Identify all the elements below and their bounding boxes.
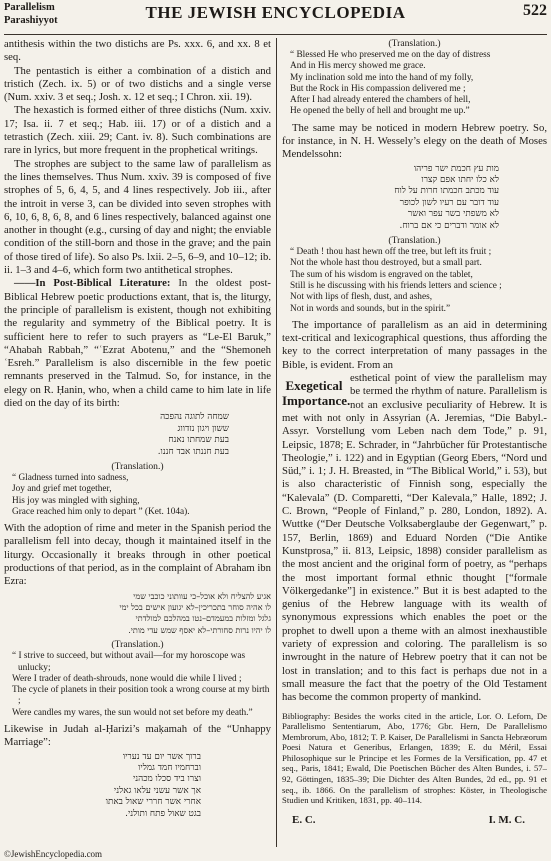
hebrew-line: עוד דובר עם רעיו לשון לכופר — [399, 197, 499, 208]
bibliography: Bibliography: Besides the works cited in the article, Lor. O. Leforn, De Parallelismo Sententiarum, Abo, 1776; Gbr. Hern, De Parallelismo Membrorum, Abo, 1812; T. P. Kaiser, De Parallelismi in Sancta Hebræorum Poesi Natura et Generibus, Erlangen, 1839; E. du Méril, Essai Philosophique sur le Principe et les Formes de la Versification, pp. 47 et seq., Paris, 1841; Ewald, Die Poetischen Bücher des Alten Bundes, i. 57–92, Göttingen, 1835–39; Die Dichter des Alten Bundes, 2d ed., pp. 91 et seq., ib. 1866. On the parallelism of strophes: Köster, in Theologische Studien und Kritiken, 1831, pp. 40–114. — [282, 710, 547, 806]
verse-line: He opened the belly of hell and brought me up.” — [290, 106, 470, 117]
translation-label: (Translation.) — [111, 460, 164, 472]
hebrew-line: שמחה לתוגה נהפכה — [160, 412, 229, 423]
hebrew-line: בעת שמחתו נאנח — [168, 435, 229, 446]
section-heading: ——In Post-Biblical Literature: — [14, 277, 171, 290]
paragraph — [4, 277, 271, 410]
hebrew-line: לא אומר ודברים כי אם ברוח. — [399, 220, 499, 231]
verse-line: The cycle of planets in their position took a wrong course at my birth ; — [12, 685, 270, 707]
translation-verse — [286, 50, 547, 118]
hebrew-line: וברחמיו חמד גמליו — [138, 763, 201, 774]
left-column — [4, 38, 271, 855]
right-column — [282, 38, 547, 855]
journal-title: THE JEWISH ENCYCLOPEDIA — [145, 3, 406, 22]
hebrew-line: אחרי אשר חררי שאול באתו — [105, 797, 201, 808]
page-number: 522 — [523, 2, 547, 19]
translation-label: (Translation.) — [388, 235, 441, 247]
verse-line: But the Rock in His compassion delivered me ; — [290, 83, 466, 94]
paragraph: The hexastich is formed either of three distichs (Num. xxiv. 17; Isa. ii. 7 et seq.; Hab. iii. 17) or of a distich and a tetrastich (Zech. xiii. 29; Cant. iv. 8). Such combinations are rare in lyrics, but more frequent in the prophetical writings. — [4, 104, 271, 157]
translation-verse — [8, 651, 271, 719]
verse-line: Still is he discussing with his friends letters and science ; — [290, 281, 502, 291]
hebrew-quote — [282, 164, 547, 232]
column-divider — [276, 38, 277, 847]
hebrew-line: בעת חננתו אבד חננו. — [157, 446, 229, 457]
paragraph: The importance of parallelism as an aid in determining text-critical and lexicographical questions, thus affording the key to the correct interpretation of many passages in the Bible, is evident. From an — [282, 318, 547, 371]
hebrew-line: מות עץ חכמת ישר פריהו — [413, 163, 499, 174]
hebrew-line: לו יהיו נרות סחורתי–לא יאסף שמש עדי מותי. — [128, 624, 271, 635]
section-text: In the oldest post-Biblical Hebrew poetic productions extant, that is, the liturgy, the principle of parallelism is existent, though not exhibiting the regularity and symmetry of the Biblical poetry. It is sufficient here to refer to such prayers as “Le-El Baruk,” “Ahabah Rabbah,” “ʿEzrat Abotenu,” and the “Shemoneh ʿEsreh.” Parallelism is also discernible in the few poetic remnants preserved in the Talmud. So, for instance, in the elegy on R. Ḥanin, who, when a child came to him late in life died on the day of its birth: — [4, 277, 271, 410]
signature-left: E. C. — [292, 813, 316, 826]
hebrew-line: לו אהיה סוחר בתכריכין–לא יגועון אישים בכל ימי — [119, 602, 271, 613]
hebrew-line: ברוך אשר יום עד נעריו — [122, 751, 201, 762]
running-head-line1: Parallelism — [4, 2, 55, 13]
verse-line: His joy was mingled with sighing, — [12, 495, 140, 506]
verse-line: My inclination sold me into the hand of my folly, — [290, 72, 474, 83]
hebrew-line: אגיע להצליח ולא אוכל–כי עוותוני כוכבי שמי — [133, 590, 271, 601]
verse-line: After I had already entered the chambers of hell, — [290, 95, 471, 106]
hebrew-line: לא משפתי בשר עפר ואשר — [407, 209, 499, 220]
hebrew-line: ששון ויגון נזדווג — [177, 423, 229, 434]
hebrew-quote — [4, 591, 271, 637]
paragraph: Likewise in Judah al-Ḥarizi’s maḳamah of the “Unhappy Marriage”: — [4, 723, 271, 749]
verse-line: Grace reached him only to depart ” (Ket. 104a). — [12, 506, 190, 517]
hebrew-line: וצרו ביד סכלו מכהני — [132, 774, 201, 785]
verse-line: Joy and grief met together, — [12, 484, 112, 495]
verse-line: “ Gladness turned into sadness, — [12, 472, 129, 483]
hebrew-line: בגט שאול פתח ותולני. — [125, 808, 201, 819]
paragraph: antithesis within the two distichs are Ps. xxx. 6, and xx. 8 et seq. — [4, 38, 271, 64]
verse-line: “ Death ! thou hast hewn off the tree, but left its fruit ; — [290, 247, 492, 258]
hebrew-quote — [4, 412, 271, 458]
paragraph: With the adoption of rime and meter in the Spanish period the parallelism fell into decay, though it maintained itself in the liturgy. Occasionally it breaks through in other poetical productions of that period, as in the complaint of Abraham ibn Ezra: — [4, 522, 271, 588]
verse-line: The sum of his wisdom is engraved on the tablet, — [290, 269, 473, 280]
verse-line: Not with lips of flesh, dust, and ashes, — [290, 292, 433, 303]
hebrew-line: אך אשר עשני עלאו גאלני — [113, 785, 201, 796]
translation-label: (Translation.) — [388, 38, 441, 49]
hebrew-line: עוד מכתב חכמתו חרות על לוח — [394, 186, 499, 197]
hebrew-line: גלגל ומזלות במעמדם–נטו במהלכם למולדתי — [135, 613, 271, 624]
side-heading: Exegetical Importance. — [282, 378, 351, 409]
paragraph: The pentastich is either a combination of a distich and tristich (Zech. ix. 5) or of two distichs and a single verse (Num. xxiv. 3 et seq.; Josh. x. 12 et seq.; I Chron. xii. 19). — [4, 64, 271, 104]
verse-line: Not the whole hast thou destroyed, but a small part. — [290, 258, 482, 269]
paragraph: esthetical point of view the parallelism may be termed the rhythm of nature. Parallelism is not an exclusive peculiarity of Hebrew. It is met with not only in Assyrian (A. Jeremias, “Die Babyl.-Assyr. Vorstellung vom Leben nach dem Tode,” p. 91, Leipsic, 1878; E. Schrader, in “Jahrbücher für Protestantische Theologie,” i. 122) and in Egyptian (Georg Ebers, “Nord und Süd,” i. 1; J. H. Breasted, in “The Biblical World,” i. 53), but is also characteristic of Finnish song, especially the “Kalevala” (D. Comparetti, “Der Kalevala,” Halle, 1892; J. C. Brown, “People of Finland,” p. 280, London, 1892). A. Wuttke (“Der Deutsche Volksaberglaube der Gegenwart,” p. 157, Berlin, 1869) and Eduard Norden (“Die Antike Kunstprosa,” ii. 813, Leipsic, 1898) consider parallelism as the most ancient and the original form of poetry, as “perhaps the most important formal ethnic thought [“formale Völkergedanke”] in existence.” But it is best adapted to the genius of the Hebrew language with its wealth of synonymous expressions which enables the poet or the prophet to dwell upon a theme with an almost inexhaustible variety of expression and coloring. The parallelism is so inwrought in the nature of Hebrew poetry that it can not be lost in translation; and to this fact is perhaps due not in a small measure the fact that the poetry of the Old Testament has become the common property of mankind. — [282, 372, 547, 704]
verse-line: Not in words and sounds, but in the spirit.” — [290, 303, 451, 314]
running-head-line2: Parashiyyot — [4, 15, 58, 26]
verse-line: Were candles my wares, the sun would not set before my death.” — [12, 707, 253, 718]
paragraph: The strophes are subject to the same law of parallelism as the lines themselves. Thus Num. xxiv. 39 is composed of five strophes of 5, 6, 4, 5, and 4 lines respectively. Job iii., after the introit in verse 3, can be divided into seven strophes with 6, 10, 6, 8, 6, 8, and 6 lines respectively, balanced against one another in thought (e.g., cursing of day and night; the enviable condition of the still-born and those in the grave; and the pain of those tired of life). So also Ps. lxii. 2–5, 6–9, and 10–12; ib. ii. 1–3 and 4–6, which form two antithetical strophes. — [4, 157, 271, 277]
verse-line: And in His mercy showed me grace. — [290, 61, 426, 72]
page-header — [4, 0, 547, 35]
translation-label: (Translation.) — [111, 639, 164, 651]
hebrew-line: לא כלו יחתו אפם קצרו — [421, 175, 499, 186]
translation-verse — [286, 247, 547, 315]
hebrew-quote — [4, 752, 271, 820]
signatures — [282, 814, 547, 826]
verse-line: Were I trader of death-shrouds, none would die while I lived ; — [12, 673, 242, 684]
verse-line: “ Blessed He who preserved me on the day of distress — [290, 50, 491, 60]
copyright-footer: ©JewishEncyclopedia.com — [4, 849, 103, 859]
paragraph: The same may be noticed in modern Hebrew poetry. So, for instance, in N. H. Wessely’s elegy on the death of Moses Mendelssohn: — [282, 121, 547, 161]
signature-right: I. M. C. — [488, 813, 525, 826]
verse-line: “ I strive to succeed, but without avail—for my horoscope was unlucky; — [12, 651, 246, 673]
translation-verse — [8, 473, 271, 518]
